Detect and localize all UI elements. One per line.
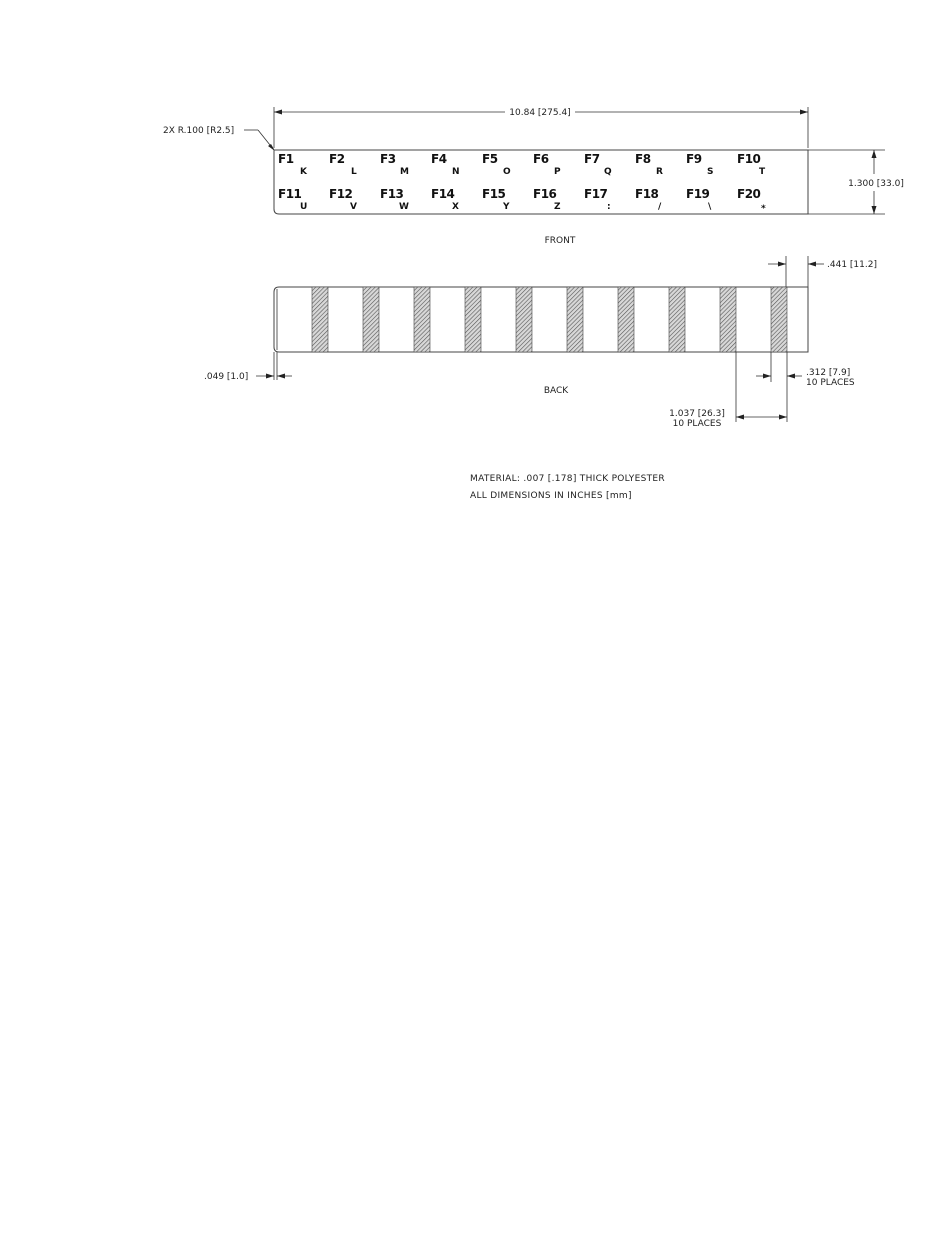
key-f2: F2 [329,152,345,166]
pitch-dim-text: 1.037 [26.3] [669,409,725,419]
stripe-8 [669,287,685,352]
corner-radius-text: 2X R.100 [R2.5] [163,126,235,136]
key-f3-sub: M [400,167,409,177]
key-f16: F16 [533,187,557,201]
key-f15-sub: Y [503,202,510,212]
stripe-width-dim-text: .312 [7.9] [806,368,851,378]
stripe-2 [363,287,379,352]
key-f16-sub: Z [554,202,561,212]
stripe-10 [771,287,787,352]
units-note: ALL DIMENSIONS IN INCHES [mm] [470,491,632,501]
key-f14-sub: X [452,202,459,212]
key-f19-sub: \ [708,202,712,212]
stripe-5 [516,287,532,352]
edge-dimension [204,352,292,382]
front-view-label: FRONT [544,236,576,246]
key-f15: F15 [482,187,506,201]
key-f12: F12 [329,187,353,201]
key-f11: F11 [278,187,302,201]
key-f5: F5 [482,152,498,166]
width-dimension [274,107,808,148]
stripe-width-dimension [756,352,855,422]
stripe-4 [465,287,481,352]
key-f12-sub: V [350,202,357,212]
edge-dim-text: .049 [1.0] [204,372,249,382]
key-f10: F10 [737,152,761,166]
key-f3: F3 [380,152,396,166]
key-f6: F6 [533,152,549,166]
key-f2-sub: L [351,167,357,177]
key-f19: F19 [686,187,710,201]
key-f13: F13 [380,187,404,201]
key-f18: F18 [635,187,659,201]
stripe-6 [567,287,583,352]
key-f14: F14 [431,187,455,201]
height-dim-text: 1.300 [33.0] [848,179,904,189]
key-f10-sub: T [759,167,766,177]
stripe-width-places-text: 10 PLACES [806,378,855,388]
key-f7-sub: Q [604,167,612,177]
key-f17: F17 [584,187,608,201]
offset-dim-text: .441 [11.2] [827,260,877,270]
key-f6-sub: P [554,167,561,177]
material-note: MATERIAL: .007 [.178] THICK POLYESTER [470,474,665,484]
key-f18-sub: / [658,202,662,212]
pitch-places-text: 10 PLACES [672,419,722,429]
key-f1: F1 [278,152,294,166]
width-dim-text: 10.84 [275.4] [509,108,571,118]
pitch-dimension [669,352,787,429]
key-f13-sub: W [399,202,409,212]
key-f4-sub: N [452,167,460,177]
key-f4: F4 [431,152,447,166]
stripe-9 [720,287,736,352]
back-view [204,256,877,429]
height-dimension [808,150,904,214]
key-f11-sub: U [300,202,308,212]
stripe-7 [618,287,634,352]
key-f9-sub: S [707,167,714,177]
stripe-1 [312,287,328,352]
key-f17-sub: : [607,202,611,212]
key-f5-sub: O [503,167,511,177]
stripe-3 [414,287,430,352]
key-f9: F9 [686,152,702,166]
key-f7: F7 [584,152,600,166]
key-f20: F20 [737,187,761,201]
back-view-label: BACK [543,386,569,396]
key-f8-sub: R [656,167,663,177]
front-view [163,107,904,246]
offset-dimension [768,256,877,287]
key-f20-sub: * [761,204,766,214]
key-f1-sub: K [300,167,307,177]
drawing-notes [470,474,665,501]
key-f8: F8 [635,152,651,166]
corner-radius-callout [163,126,275,151]
